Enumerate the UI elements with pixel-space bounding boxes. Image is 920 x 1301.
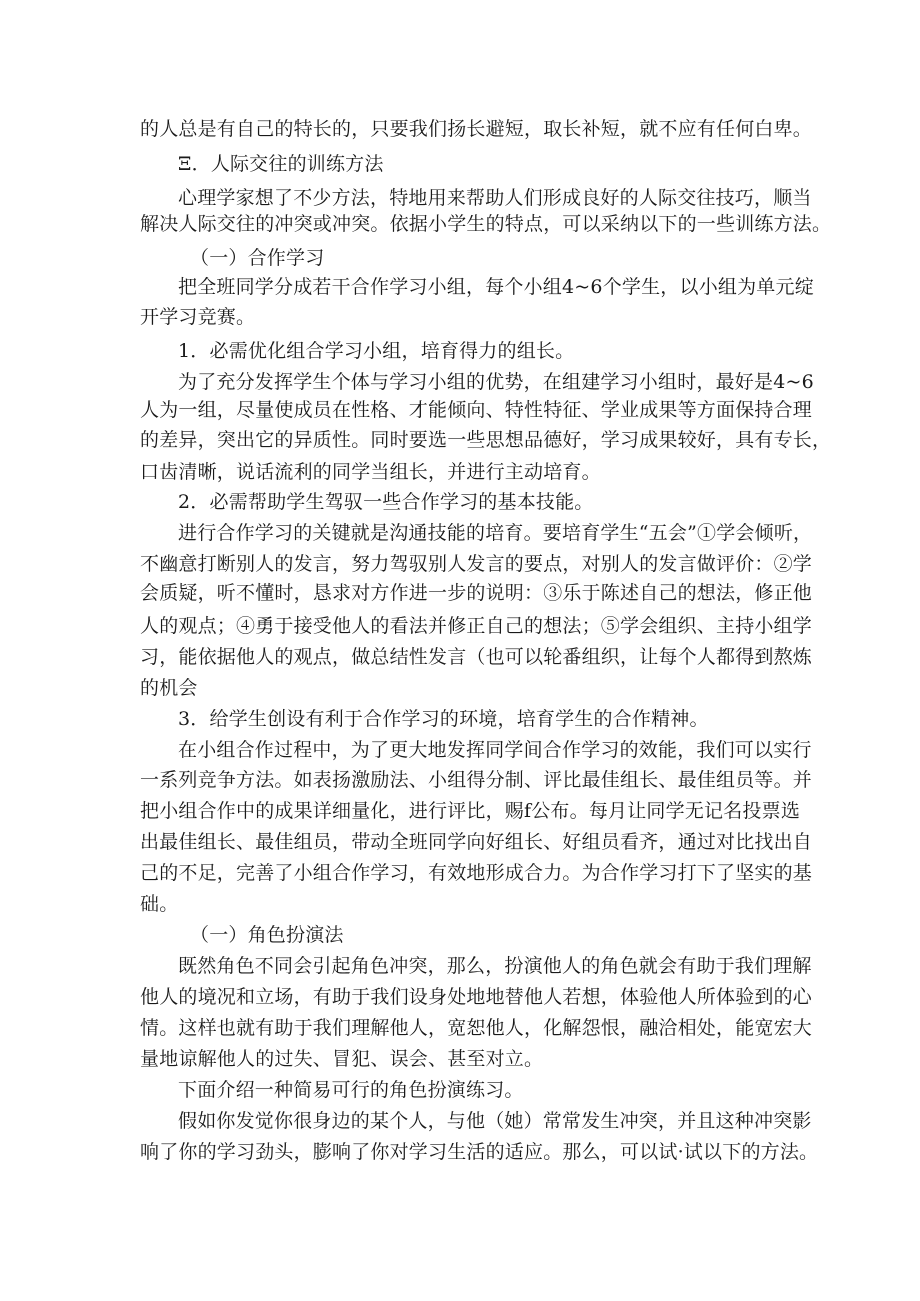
text-line: 一系列竞争方法。如表扬激励法、小组得分制、评比最佳组长、最佳组员等。并 xyxy=(140,769,813,791)
text-line: 解决人际交往的冲突或冲突。依据小学生的特点，可以采纳以下的一些训练方法。 xyxy=(140,213,832,235)
text-line: 为了充分发挥学生个体与学习小组的优势，在组建学习小组时，最好是4~6 xyxy=(178,371,814,393)
text-line: 出最佳组长、最佳组员，带动全班同学向好组长、好组员看齐，通过对比找出自 xyxy=(140,831,813,853)
text-line: 把小组合作中的成果详细量化，进行评比，赐f公布。每月让同学无记名投票选 xyxy=(140,800,801,822)
subsection-heading: （一）合作学习 xyxy=(190,247,325,269)
text-line: 人的观点；④勇于接受他人的看法并修正自己的想法；⑤学会组织、主持小组学 xyxy=(140,615,813,637)
text-line: 进行合作学习的关键就是沟通技能的培育。要培育学生“五会”①学会倾听， xyxy=(178,522,813,544)
text-line: 开学习竞赛。 xyxy=(140,306,256,328)
text-line: 础。 xyxy=(140,893,179,915)
text-line: 下面介绍一种简易可行的角色扮演练习。 xyxy=(178,1079,524,1101)
text-line: 既然角色不同会引起角色冲突，那么，扮演他人的角色就会有助于我们理解 xyxy=(178,955,812,977)
section-heading: Ξ．人际交往的训练方法 xyxy=(178,153,384,175)
text-line: 他人的境况和立场，有助于我们设身处地地替他人若想，体验他人所体验到的心 xyxy=(140,986,813,1008)
item-heading: 3．给学生创设有利于合作学习的环境，培育学生的合作精神。 xyxy=(178,708,709,730)
text-line: 人为一组，尽量使成员在性格、才能倾向、特性特征、学业成果等方面保持合理 xyxy=(140,399,813,421)
text-line: 量地谅解他人的过失、冒犯、误会、甚至对立。 xyxy=(140,1048,544,1070)
text-line: 习，能依据他人的观点，做总结性发言（也可以轮番组织，让每个人都得到熬炼 xyxy=(140,646,813,668)
text-line: 己的不足，完善了小组合作学习，有效地形成合力。为合作学习打下了坚实的基 xyxy=(140,862,813,884)
text-line: 情。这样也就有助于我们理解他人，宽恕他人，化解怨恨，融洽相处，能宽宏大 xyxy=(140,1017,813,1039)
text-line: 口齿清晰，说话流利的同学当组长，并进行主动培育。 xyxy=(140,461,601,483)
text-line: 的机会 xyxy=(140,677,198,699)
text-line: 的人总是有自己的特长的，只要我们扬长避短，取长补短，就不应有任何白卑。 xyxy=(140,118,813,140)
text-line: 假如你发觉你很身边的某个人，与他（她）常常发生冲突，并且这种冲突影 xyxy=(178,1110,812,1132)
item-heading: 2．必需帮助学生驾驭一些合作学习的基本技能。 xyxy=(178,491,594,513)
text-line: 会质疑，听不懂时，恳求对方作进一步的说明：③乐于陈述自己的想法，修正他 xyxy=(140,582,813,604)
item-heading: 1．必需优化组合学习小组，培育得力的组长。 xyxy=(178,340,575,362)
text-line: 的差异，突出它的异质性。同时要选一些思想品德好，学习成果较好，具有专长， xyxy=(140,429,832,451)
subsection-heading: （一）角色扮演法 xyxy=(190,924,344,946)
text-line: 响了你的学习劲头，膨响了你对学习生活的适应。那么，可以试·试以下的方法。 xyxy=(140,1141,819,1163)
text-line: 心理学家想了不少方法，特地用来帮助人们形成良好的人际交往技巧，顺当 xyxy=(178,187,812,209)
text-line: 把全班同学分成若干合作学习小组，每个小组4~6个学生，以小组为单元绽 xyxy=(178,276,814,298)
text-line: 在小组合作过程中，为了更大地发挥同学间合作学习的效能，我们可以实行 xyxy=(178,739,812,761)
text-line: 不幽意打断别人的发言，努力驾驭别人发言的要点，对别人的发言做评价：②学 xyxy=(140,553,813,575)
